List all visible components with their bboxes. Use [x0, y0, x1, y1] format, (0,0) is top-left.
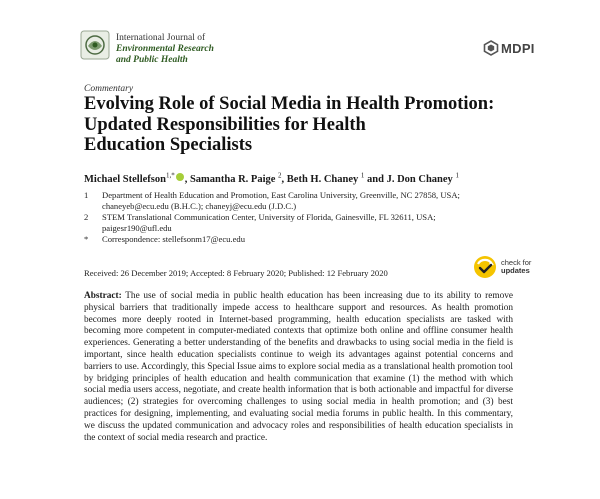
affiliation-list	[84, 190, 460, 245]
journal-logo-icon	[80, 30, 110, 60]
affiliation-emails[interactable]: paigesr190@ufl.edu	[102, 223, 172, 233]
journal-name-line: International Journal of	[116, 33, 206, 43]
abstract	[84, 291, 513, 444]
author-affiliation-marker: 1,*	[165, 171, 175, 179]
check-for-updates-icon	[473, 255, 497, 279]
correspondence	[84, 234, 460, 245]
affiliation-marker: 1	[84, 190, 89, 200]
author-name: Beth H. Chaney	[286, 173, 359, 185]
affiliation	[84, 212, 460, 234]
author-name: Michael Stellefson	[84, 173, 166, 185]
article-title	[84, 94, 554, 156]
affiliation-emails[interactable]: chaneyeb@ecu.edu (B.H.C.); chaneyj@ecu.edu (J.D.C.)	[102, 201, 297, 211]
publisher-logo	[483, 40, 535, 56]
affiliation	[84, 190, 460, 212]
author-separator: ,	[184, 173, 190, 185]
publication-dates: Received: 26 December 2019; Accepted: 8 February 2020; Published: 12 February 2020	[84, 268, 388, 278]
journal-name-line: and Public Health	[116, 55, 188, 65]
mdpi-logo-icon	[483, 40, 499, 56]
correspondence-marker: *	[84, 234, 89, 244]
author-affiliation-marker: 1	[360, 171, 365, 179]
check-for-updates-label: check for	[501, 258, 532, 267]
title-line: Education Specialists	[84, 135, 253, 155]
affiliation-marker: 2	[84, 212, 89, 222]
publisher-name: MDPI	[501, 40, 535, 56]
author[interactable]	[386, 171, 459, 185]
author[interactable]	[286, 171, 387, 185]
journal-name-line: Environmental Research	[116, 44, 214, 54]
author-name: J. Don Chaney	[386, 173, 453, 185]
article-type: Commentary	[84, 84, 134, 94]
check-for-updates-badge[interactable]	[473, 255, 531, 279]
check-for-updates-label: updates	[501, 266, 530, 275]
author-affiliation-marker: 1	[455, 171, 459, 179]
correspondence-line[interactable]: Correspondence: stellefsonm17@ecu.edu	[102, 234, 245, 244]
author-name: Samantha R. Paige	[189, 173, 276, 185]
author-separator: ,	[281, 173, 287, 185]
author-separator: and	[364, 173, 387, 185]
title-line: Updated Responsibilities for Health	[84, 114, 366, 135]
title-line: Evolving Role of Social Media in Health Promotion:	[84, 94, 495, 114]
orcid-icon[interactable]	[176, 173, 184, 181]
abstract-label: Abstract:	[84, 291, 122, 301]
author-list	[84, 171, 459, 185]
author[interactable]	[189, 171, 287, 185]
affiliation-line: STEM Translational Communication Center, University of Florida, Gainesville, FL 32611, USA;	[102, 212, 436, 222]
abstract-text: The use of social media in public health education has been increasing due to its ability to remove physical barriers that traditionally impede access to healthcare support and resources. As health promotion becomes more deeply rooted in Internet-based programming, health education specialists are tasked with becoming more competent in computer-mediated contexts that optimize both online and offline consumer health experiences. Generating a better understanding of the benefits and drawbacks to using social media in the field is important, since health education specialists continue to weigh its advantages against potential concerns and barriers to use. Accordingly, this Special Issue aims to explore social media as a translational health promotion tool by bridging principles of health education and health communication that examine (1) the method with which social media users access, negotiate, and create health information that is both actionable and impactful for diverse audiences; (2) strategies for overcoming challenges to using social media in health promotion; and (3) best practices for designing, implementing, and evaluating social media forums in public health. In this commentary, we discuss the updated communication and advocacy roles and responsibilities of health education specialists in the context of social media research and practice.	[84, 291, 514, 443]
author[interactable]	[84, 171, 190, 185]
author-affiliation-marker: 2	[278, 171, 282, 179]
journal-name	[116, 33, 214, 66]
affiliation-line: Department of Health Education and Promotion, East Carolina University, Greenville, NC 27858, USA;	[102, 190, 460, 200]
